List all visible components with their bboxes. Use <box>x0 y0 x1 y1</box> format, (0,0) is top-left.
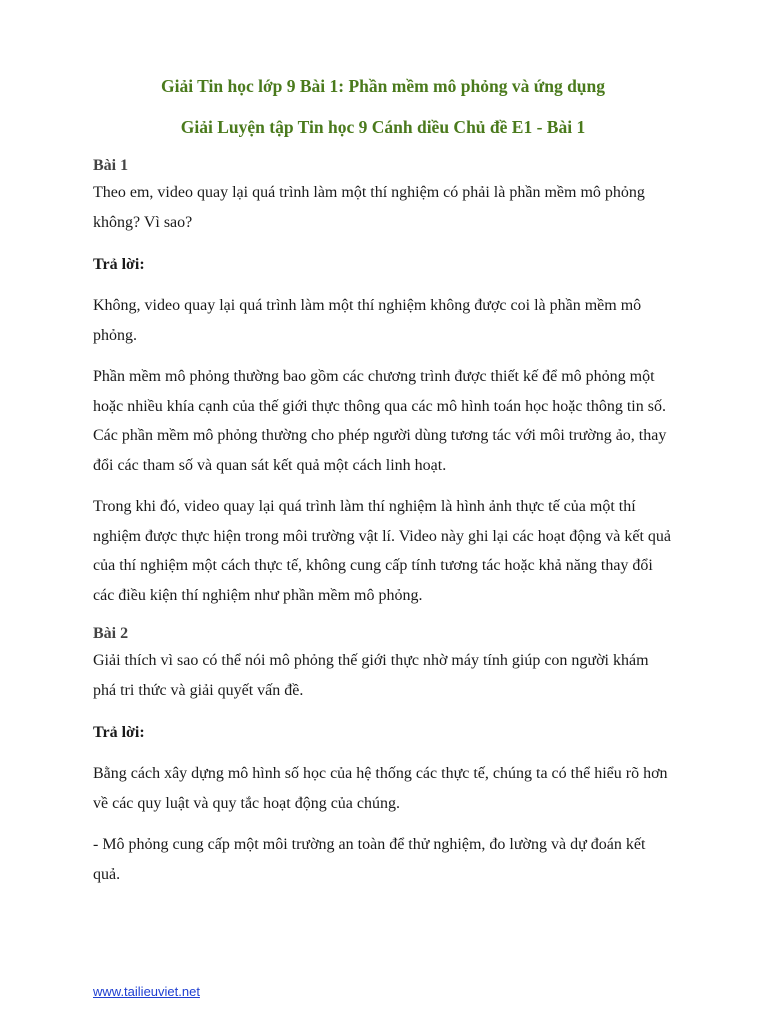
document-subtitle: Giải Luyện tập Tin học 9 Cánh diều Chủ đề E1 - Bài 1 <box>180 117 586 137</box>
section-1-answer-label: Trả lời: <box>93 256 145 273</box>
section-1-heading: Bài 1 <box>93 157 129 174</box>
section-2-heading: Bài 2 <box>93 625 129 642</box>
section-2-paragraph: - Mô phỏng cung cấp một môi trường an toàn để thử nghiệm, đo lường và dự đoán kết quả. <box>93 836 646 883</box>
document-body <box>93 70 673 889</box>
section-2-question: Giải thích vì sao có thể nói mô phỏng thế giới thực nhờ máy tính giúp con người khám phá tri thức và giải quyết vấn đề. <box>93 652 649 699</box>
section-2-paragraph: Bằng cách xây dựng mô hình số học của hệ thống các thực tế, chúng ta có thể hiểu rõ hơn về các quy luật và quy tắc hoạt động của chúng. <box>93 765 668 812</box>
section-1-paragraph: Không, video quay lại quá trình làm một thí nghiệm không được coi là phần mềm mô phỏng. <box>93 297 642 344</box>
section-1-paragraph: Phần mềm mô phỏng thường bao gồm các chương trình được thiết kế để mô phỏng một hoặc nhiều khía cạnh của thế giới thực thông qua các mô hình toán học hoặc thông tin số. Các phần mềm mô phỏng thường cho phép người dùng tương tác với môi trường ảo, thay đổi các tham số và quan sát kết quả một cách linh hoạt. <box>93 368 667 474</box>
document-title: Giải Tin học lớp 9 Bài 1: Phần mềm mô phỏng và ứng dụng <box>160 76 606 96</box>
section-1-question: Theo em, video quay lại quá trình làm một thí nghiệm có phải là phần mềm mô phỏng không? Vì sao? <box>93 184 645 231</box>
footer-website-link[interactable]: www.tailieuviet.net <box>93 984 200 999</box>
section-2-answer-label: Trả lời: <box>93 724 145 741</box>
section-1-paragraph: Trong khi đó, video quay lại quá trình làm thí nghiệm là hình ảnh thực tế của một thí nghiệm được thực hiện trong môi trường vật lí. Video này ghi lại các hoạt động và kết quả của thí nghiệm một cách thực tế, không cung cấp tính tương tác hoặc khả năng thay đổi các điều kiện thí nghiệm như phần mềm mô phỏng. <box>93 498 671 604</box>
